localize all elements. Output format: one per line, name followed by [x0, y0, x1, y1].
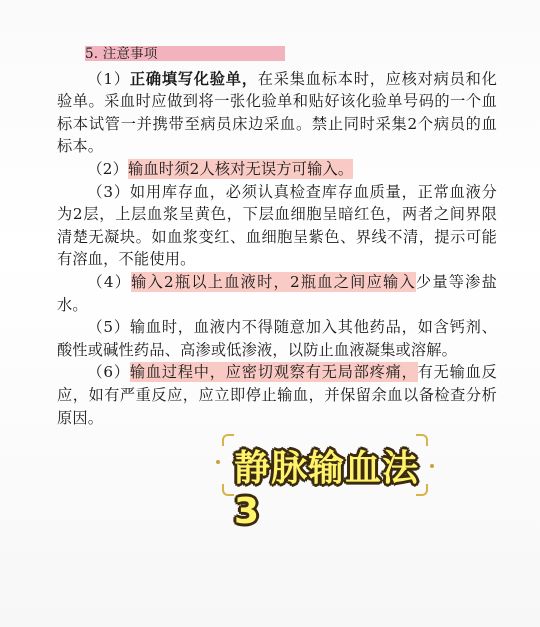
note-item-2 — [57, 158, 497, 181]
note-number: （5） — [87, 318, 130, 337]
bracket-corner-icon — [222, 484, 234, 496]
notes-body — [57, 42, 497, 429]
section-heading-text: 5. 注意事项 — [85, 46, 158, 62]
note-lead: 正确填写化验单， — [129, 69, 258, 88]
note-item-4 — [57, 271, 497, 316]
note-number: （6） — [87, 363, 130, 382]
note-highlight: 输血时须2人核对无误方可输入。 — [128, 159, 354, 178]
note-text: 如用库存血，必须认真检查库存血质量，正常血液分为2层，上层血浆呈黄色，下层血细胞呈暗红色，两者之间界限清楚无凝块。如血浆变红、血细胞呈紫色、界线不清，提示可能有溶血，不能使用。 — [57, 182, 497, 269]
note-number: （2） — [87, 159, 129, 178]
dot-icon — [216, 460, 220, 464]
note-number: （4） — [87, 272, 132, 291]
note-number: （1） — [87, 69, 130, 88]
note-item-5 — [57, 316, 497, 361]
note-text: 少量等渗盐水。 — [57, 272, 498, 314]
note-highlight: 输入2瓶以上血液时，2瓶血之间应输入 — [131, 272, 416, 291]
section-heading — [57, 43, 162, 66]
bracket-corner-icon — [222, 434, 234, 446]
note-number: （3） — [87, 182, 130, 201]
title-badge — [222, 434, 428, 532]
note-item-1 — [57, 68, 497, 158]
dot-icon — [430, 464, 434, 468]
note-text: 有无输血反应，如有严重反应，应立即停止输血，并保留余血以备检查分析原因。 — [57, 363, 498, 427]
note-text: 输血时，血液内不得随意加入其他药品，如含钙剂、酸性或碱性药品、高渗或低渗液，以防止血液凝集或溶解。 — [57, 318, 497, 359]
note-item-6 — [57, 361, 497, 429]
note-text: 在采集血标本时，应核对病员和化验单。采血时应做到将一张化验单和贴好该化验单号码的一个血标本试管一并携带至病员床边采血。禁止同时采集2个病员的血标本。 — [57, 69, 498, 156]
badge-title: 静脉输血法3 — [234, 448, 420, 532]
note-highlight: 输血过程中，应密切观察有无局部疼痛， — [129, 363, 418, 382]
note-item-3 — [57, 181, 497, 271]
